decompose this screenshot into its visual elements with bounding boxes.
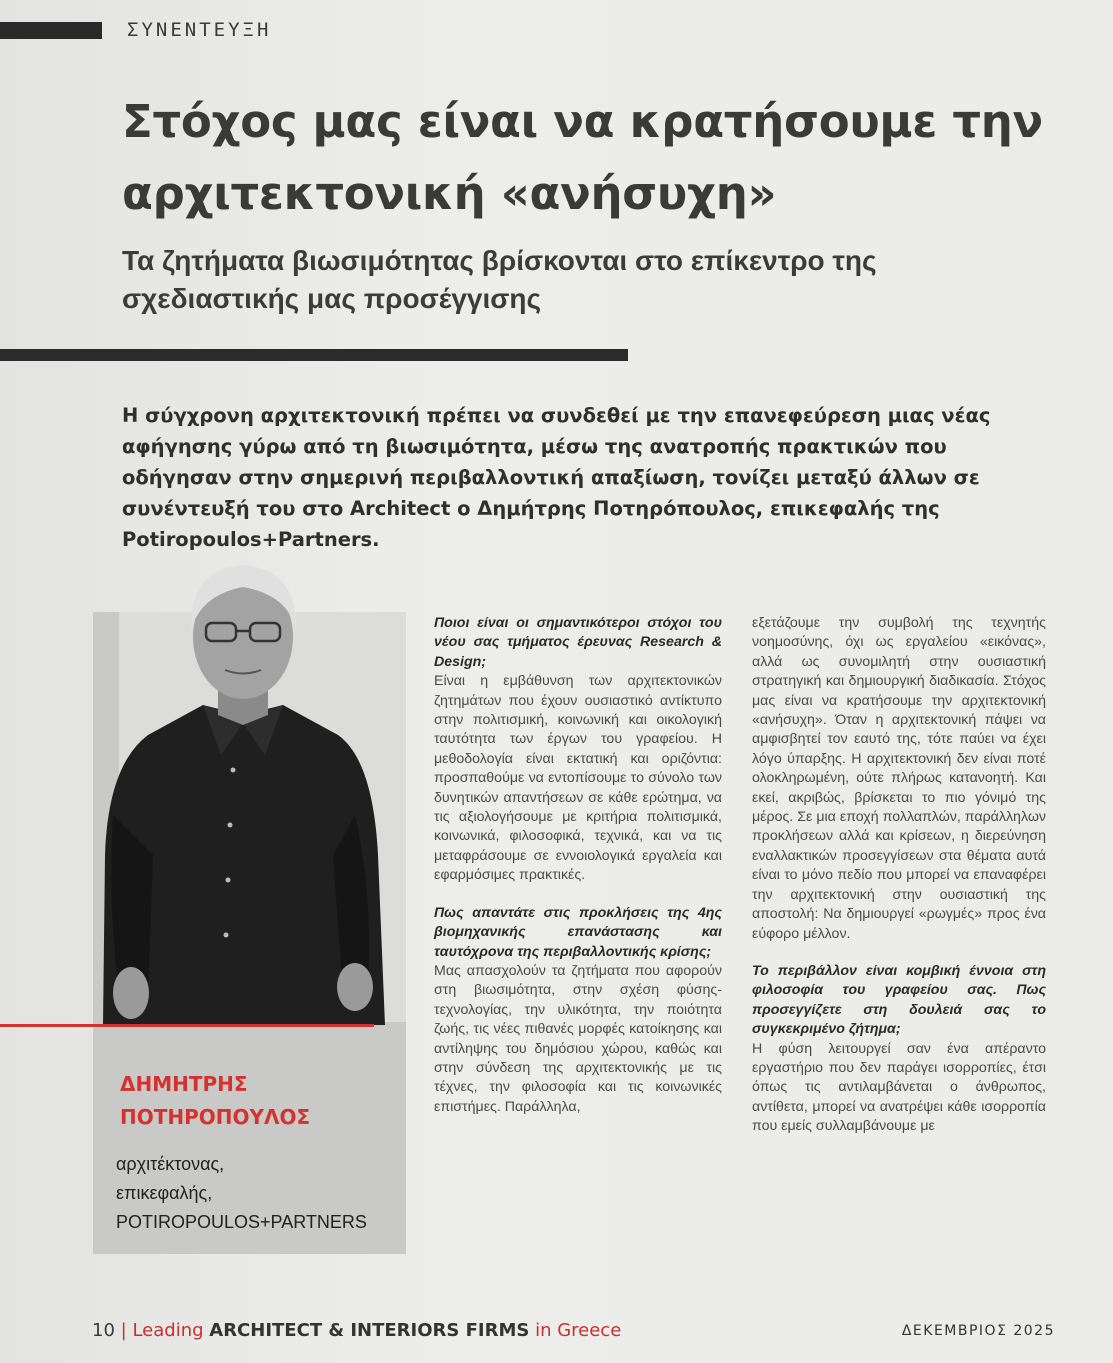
question-1: Ποιοι είναι οι σημαντικότεροι στόχοι του νέου σας τμήματος έρευνας Research & Design;	[434, 615, 722, 670]
portrait-photo	[93, 555, 393, 1025]
caption-role	[116, 1150, 386, 1237]
footer-left	[92, 1320, 621, 1341]
caption-name-first: ΔΗΜΗΤΡΗΣ	[120, 1072, 248, 1096]
divider-rule	[0, 349, 628, 361]
page-number: 10	[92, 1320, 115, 1341]
answer-1: Είναι η εμβάθυνση των αρχιτεκτονικών ζητημάτων που έχουν ουσιαστικό αντίκτυπο στην πολιτισμική, κοινωνική και οικολογική ταυτότητα των έργων του γραφείου. Η μεθοδολογία είναι εκτατική και οριζόντια: προσπαθούμε να εντοπίσουμε το σύνολο των δυνητικών απαντήσεων σε κάθε ερώτημα, να τις αξιολογήσουμε με κριτήρια πολιτισμικά, κοινωνικά, φιλοσοφικά, τεχνικά, και να τις μεταφράσουμε σε εννοιολογικά εργαλεία και εφαρμόσιμες πρακτικές.	[434, 673, 722, 884]
question-2: Πως απαντάτε στις προκλήσεις της 4ης βιομηχανικής επανάστασης και ταυτόχρονα της περιβαλλοντικής κρίσης;	[434, 904, 722, 960]
caption-name	[120, 1068, 380, 1134]
footer-in-greece: in Greece	[535, 1320, 622, 1341]
footer-date: ΔΕΚΕΜΒΡΙΟΣ 2025	[901, 1323, 1055, 1339]
footer-separator: |	[120, 1320, 127, 1341]
caption-role-3: POTIROPOULOS+PARTNERS	[116, 1212, 367, 1232]
lead-paragraph: Η σύγχρονη αρχιτεκτονική πρέπει να συνδεθεί με την επανεφεύρεση μιας νέας αφήγησης γύρω από τη βιωσιμότητα, μέσω της ανατροπής πρακτικών που οδήγησαν στην σημερινή περιβαλλοντική απαξίωση, τονίζει μεταξύ άλλων σε συνέντευξή του στο Architect ο Δημήτρης Ποτηρόπουλος, επικεφαλής της Potiropoulos+Partners.	[122, 404, 991, 551]
footer-leading: Leading	[132, 1320, 204, 1341]
caption-name-last: ΠΟΤΗΡΟΠΟΥΛΟΣ	[120, 1105, 311, 1129]
article-column-1	[434, 614, 722, 1117]
caption-red-line	[0, 1024, 374, 1027]
answer-2: Μας απασχολούν τα ζητήματα που αφορούν στη βιωσιμότητα, στην σχέση φύσης-τεχνολογίας, την υλικότητα, την ποιότητα ζωής, τις νέες πιθανές μορφές κατοίκησης και αντίληψης του δημόσιου χώρου, καθώς και στην σύνδεση της αρχιτεκτονικής με τις τέχνες, την φιλοσοφία και τις κοινωνικές επιστήμες. Παράλληλα,	[434, 962, 722, 1115]
caption-role-1: αρχιτέκτονας,	[116, 1154, 225, 1174]
section-label: ΣΥΝΕΝΤΕΥΞΗ	[127, 19, 272, 41]
article-column-2	[752, 614, 1046, 1137]
question-3: Το περιβάλλον είναι κομβική έννοια στη φιλοσοφία του γραφείου σας. Πως προσεγγίζετε στη δουλειά σας το συγκεκριμένο ζήτημα;	[752, 962, 1046, 1038]
answer-2-continued: εξετάζουμε την συμβολή της τεχνητής νοημοσύνης, όχι ως εργαλείου «εικόνας», αλλά ως συνομιλητή στην ουσιαστική στρατηγική και δημιουργική διαδικασία. Στόχος μας είναι να κρατήσουμε την αρχιτεκτονική «ανήσυχη». Όταν η αρχιτεκτονική πάψει να αμφισβητεί τον εαυτό της, τότε παύει να έχει λόγο ύπαρξης. Η αρχιτεκτονική δεν είναι ποτέ ολοκληρωμένη, ούτε πλήρως κατανοητή. Και εκεί, ακριβώς, βρίσκεται το πιο γόνιμό της μέρος. Σε μια εποχή πολλαπλών, παράλληλων προκλήσεων αλλά και κρίσεων, η διερεύνηση εναλλακτικών προσεγγίσεων στα θέματα αυτά είναι το μόνο πεδίο που μπορεί να επαναφέρει την αρχιτεκτονική στην ουσιαστική της αποστολή: Να δημιουργεί «ρωγμές» προς ένα εύφορο μέλλον.	[752, 615, 1046, 942]
subheadline: Τα ζητήματα βιωσιμότητας βρίσκονται στο επίκεντρο της σχεδιαστικής μας προσέγγισης	[122, 245, 877, 314]
footer-brand: ARCHITECT & INTERIORS FIRMS	[209, 1320, 530, 1341]
answer-3: Η φύση λειτουργεί σαν ένα απέραντο εργαστήριο που δεν παράγει ισορροπίες, έτσι όπως τις αντιλαμβάνεται ο άνθρωπος, αντίθετα, μπορεί να ανατρέψει κάθε ισορροπία που εμείς συλλαμβάνουμε με	[752, 1040, 1046, 1135]
section-bar	[0, 22, 102, 39]
headline: Στόχος μας είναι να κρατήσουμε την αρχιτεκτονική «ανήσυχη»	[122, 95, 1043, 220]
caption-role-2: επικεφαλής,	[116, 1183, 213, 1203]
